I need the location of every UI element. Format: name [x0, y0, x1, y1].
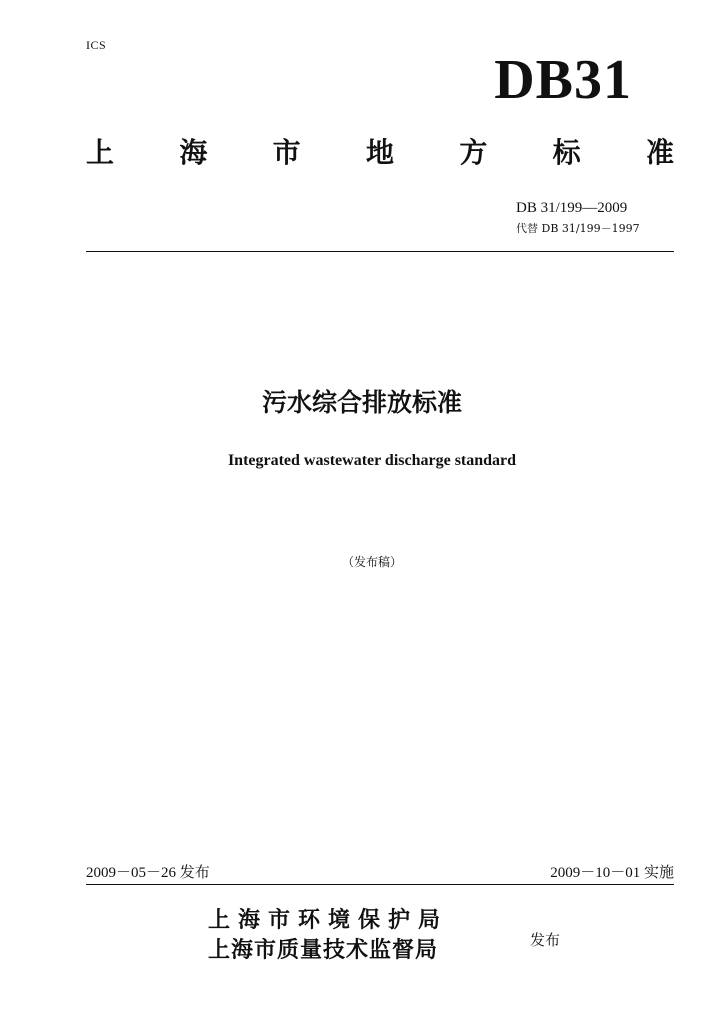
issue-date-value: 2009－05－26	[86, 865, 177, 881]
document-title-en: Integrated wastewater discharge standard	[227, 452, 517, 469]
effective-date-label: 实施	[643, 863, 674, 881]
standard-type-char: 上	[86, 136, 115, 169]
standard-type-char: 地	[365, 136, 394, 169]
standard-type-heading	[86, 135, 674, 171]
issuer-label: 发布	[530, 931, 561, 949]
standard-type-char: 准	[645, 136, 674, 169]
standard-type-char: 标	[552, 136, 581, 169]
issuer-environmental-bureau: 上海市环境保护局	[208, 908, 449, 933]
issuer-quality-bureau: 上海市质量技术监督局	[208, 938, 439, 963]
effective-date-value: 2009－10－01	[550, 865, 641, 881]
standard-code: DB31	[494, 49, 632, 111]
issue-date	[86, 862, 210, 883]
standard-type-char: 海	[179, 136, 208, 169]
issuer-block	[208, 906, 448, 966]
standard-number: DB 31/199—2009	[516, 200, 628, 216]
ics-label: ICS	[86, 38, 107, 52]
bottom-divider	[86, 884, 674, 885]
standard-type-char: 市	[272, 136, 301, 169]
standard-type-char: 方	[459, 136, 488, 169]
effective-date	[550, 862, 674, 883]
issue-date-label: 发布	[179, 863, 210, 881]
top-divider	[86, 251, 674, 252]
draft-status: （发布稿）	[341, 555, 402, 569]
document-title-zh: 污水综合排放标准	[261, 388, 462, 417]
replaces-standard: 代替 DB 31/199－1997	[516, 222, 640, 235]
